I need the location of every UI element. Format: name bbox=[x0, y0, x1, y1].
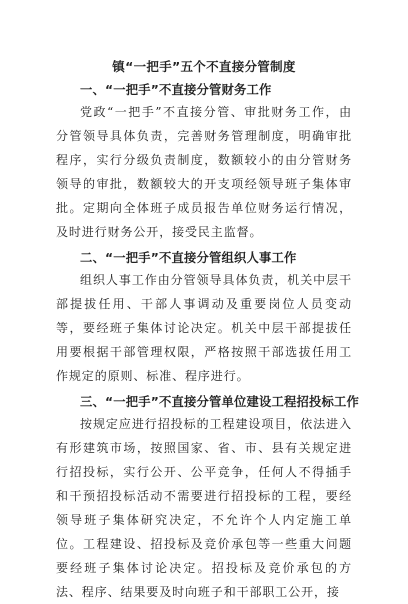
section-body-finance: 党政“一把手”不直接分管、审批财务工作，由分管领导具体负责，完善财务管理制度，明确审批程序，实行分级负责制度，数额较小的由分管财务领导的审批，数额较大的开支项经领导班子集体审批。定期向全体班子成员报告单位财务运行情况，及时进行财务公开，接受民主监督。 bbox=[56, 105, 352, 239]
section-body-personnel: 组织人事工作由分管领导具体负责，机关中层干部提拔任用、干部人事调动及重要岗位人员变动等，要经班子集体讨论决定。机关中层干部提拔任用要根据干部管理权限，严格按照干部选拔任用工作规定的原则、标准、程序进行。 bbox=[56, 273, 352, 383]
section-heading-finance: 一、“一把手”不直接分管财务工作 bbox=[80, 83, 272, 97]
section-body-bidding: 按规定应进行招投标的工程建设项目，依法进入有形建筑市场，按照国家、省、市、县有关规定进行招投标，实行公开、公平竞争，任何人不得插手和干预招投标活动不需要进行招投标的工程，要经领导班子集体研究决定，不允许个人内定施工单位。工程建设、招投标及竞价承包等一些重大问题要经班子集体讨论决定。招投标及竞价承包的方法、程序、结果要及时向班子和干部职工公开，接 bbox=[56, 417, 352, 599]
document-title: 镇“一把手”五个不直接分管制度 bbox=[112, 59, 296, 74]
section-heading-bidding: 三、“一把手”不直接分管单位建设工程招投标工作 bbox=[80, 395, 359, 409]
section-heading-personnel: 二、“一把手”不直接分管组织人事工作 bbox=[80, 251, 297, 265]
